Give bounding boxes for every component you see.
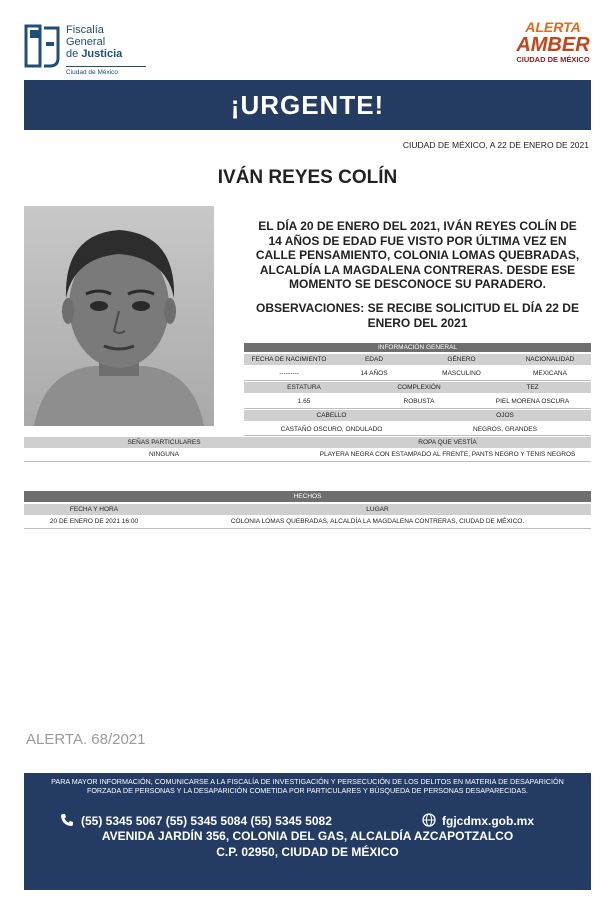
amber-line-3: CIUDAD DE MÉXICO	[516, 55, 590, 64]
header-fact-date: FECHA Y HORA	[69, 506, 119, 513]
urgent-banner: ¡URGENTE!	[24, 80, 591, 130]
info-title: INFORMACIÓN GENERAL	[244, 343, 591, 352]
website-link[interactable]: fgjcdmx.gob.mx	[442, 814, 535, 828]
value-skin: PIEL MORENA OSCURA	[495, 398, 570, 405]
header-marks: SEÑAS PARTICULARES	[127, 439, 201, 446]
footer	[24, 773, 591, 890]
header-skin: TEZ	[526, 384, 539, 391]
footer-info-text: PARA MAYOR INFORMACIÓN, COMUNICARSE A LA FISCALÍA DE INVESTIGACIÓN Y PERSECUCIÓN DE LOS DELITOS EN MATERIA DE DESAPARICIÓN FORZADA DE PERSONAS Y LA DESAPARICIÓN COMETIDA POR PARTICULARES Y BÚSQUEDA DE PERSONAS DESAPARECIDAS.	[51, 777, 564, 795]
value-gender: MASCULINO	[442, 370, 481, 377]
separator	[24, 528, 591, 529]
logo-line-3-prefix: de	[66, 48, 79, 60]
facts-title: HECHOS	[24, 491, 591, 502]
amber-line-1: ALERTA	[525, 19, 581, 35]
separator	[244, 380, 591, 381]
phone-icon	[60, 813, 74, 827]
address-line-2: C.P. 02950, CIUDAD DE MÉXICO	[216, 845, 399, 859]
fgj-logo	[24, 22, 164, 78]
value-build: ROBUSTA	[403, 398, 435, 405]
value-nationality: MEXICANA	[533, 370, 567, 377]
alerta-amber-logo	[513, 20, 593, 76]
logo-line-1: Fiscalía	[66, 24, 104, 36]
header-birth: FECHA DE NACIMIENTO	[251, 356, 327, 363]
value-hair: CASTAÑO OSCURO, ONDULADO	[280, 426, 383, 433]
address-line-1: AVENIDA JARDÍN 356, COLONIA DEL GAS, ALCALDÍA AZCAPOTZALCO	[101, 829, 514, 843]
logo-subtitle: Ciudad de México	[66, 66, 146, 76]
globe-icon	[422, 813, 436, 827]
separator	[244, 408, 591, 409]
separator	[244, 435, 591, 436]
header-eyes: OJOS	[496, 412, 514, 419]
header-clothes: ROPA QUE VESTÍA	[418, 439, 477, 446]
logo-line-2: General	[66, 36, 106, 48]
person-photo	[24, 206, 214, 426]
header-build: COMPLEXIÓN	[397, 384, 441, 391]
header-nationality: NACIONALIDAD	[525, 356, 575, 363]
value-age: 14 AÑOS	[360, 370, 388, 377]
separator	[24, 461, 591, 462]
value-height: 1.65	[297, 398, 311, 405]
header-gender: GÉNERO	[447, 356, 476, 363]
person-name: IVÁN REYES COLÍN	[217, 167, 398, 188]
phone-numbers: (55) 5345 5067 (55) 5345 5084 (55) 5345 5082	[81, 814, 332, 828]
description-text: EL DÍA 20 DE ENERO DEL 2021, IVÁN REYES COLÍN DE 14 AÑOS DE EDAD FUE VISTO POR ÚLTIMA VEZ EN CALLE PENSAMIENTO, COLONIA LOMAS QUEBRADAS, ALCALDÍA LA MAGDALENA CONTRERAS. DESDE ESE MOMENTO SE DESCONOCE SU PARADERO.	[255, 219, 580, 291]
value-fact-date: 20 DE ENERO DE 2021 16:00	[49, 518, 139, 525]
value-clothes: PLAYERA NEGRA CON ESTAMPADO AL FRENTE, PANTS NEGRO Y TENIS NEGROS	[319, 451, 576, 458]
amber-line-2: AMBER	[516, 34, 590, 56]
header-hair: CABELLO	[316, 412, 347, 419]
header-age: EDAD	[364, 356, 384, 363]
date-line: CIUDAD DE MÉXICO, A 22 DE ENERO DE 2021	[402, 140, 589, 150]
header-height: ESTATURA	[287, 384, 321, 391]
fgj-emblem-icon	[24, 24, 60, 68]
header-fact-place: LUGAR	[366, 506, 389, 513]
value-eyes: NEGROS, GRANDES	[473, 426, 537, 433]
value-birth: ---------	[279, 370, 299, 377]
logo-line-3-bold: Justicia	[81, 48, 123, 60]
alert-number: ALERTA. 68/2021	[26, 731, 146, 748]
value-marks: NINGUNA	[149, 451, 179, 458]
observations-text: OBSERVACIONES: SE RECIBE SOLICITUD EL DÍA 22 DE ENERO DEL 2021	[256, 301, 579, 330]
portrait-image	[24, 206, 214, 426]
value-fact-place: COLONIA LOMAS QUEBRADAS, ALCALDÍA LA MAGDALENA CONTRERAS, CIUDAD DE MÉXICO.	[230, 518, 525, 525]
